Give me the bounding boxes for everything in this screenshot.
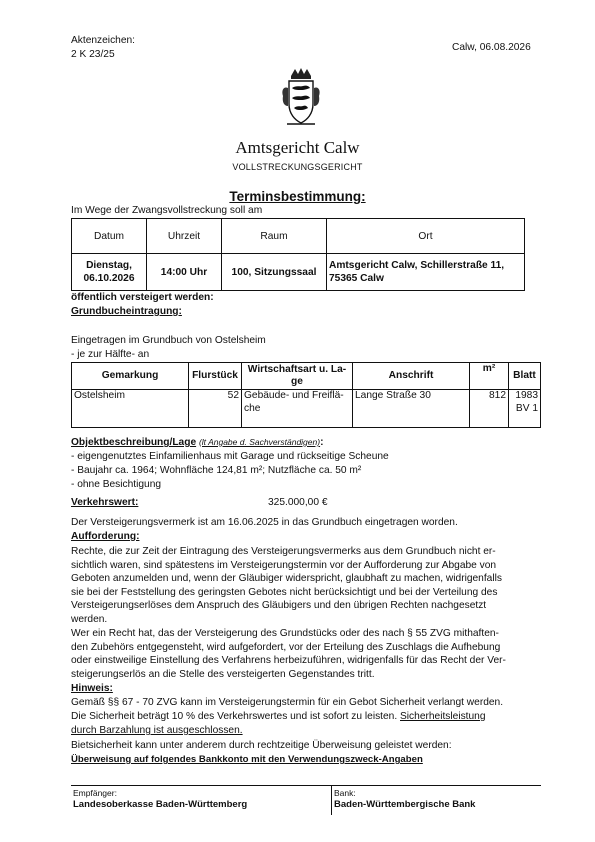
coat-of-arms-logo bbox=[279, 66, 323, 128]
aufforderung-heading: Aufforderung: bbox=[71, 531, 140, 542]
ort-line-1: Amtsgericht Calw, Schillerstraße 11, bbox=[329, 260, 505, 271]
header-wirtschaftsart bbox=[242, 363, 353, 390]
grundbuch-heading: Grundbucheintragung: bbox=[71, 306, 182, 317]
place-date: Calw, 06.08.2026 bbox=[452, 42, 531, 53]
wirtschaftsart-line-2: che bbox=[244, 402, 261, 414]
objekt-heading-text: Objektbeschreibung/Lage bbox=[71, 437, 197, 448]
datum-weekday: Dienstag, bbox=[86, 260, 132, 271]
aufforderung-line: sie bei der Feststellung des geringsten Gebotes nicht berücksichtigt und bei der Verteilung des bbox=[71, 586, 498, 598]
objekt-heading-colon: : bbox=[320, 437, 324, 448]
aufforderung-line: sichtlich waren, sind spätestens im Versteigerungstermin vor der Aufforderung zur Abgabe von bbox=[71, 559, 497, 571]
cell-ort bbox=[327, 254, 525, 291]
bank-value: Baden-Württembergische Bank bbox=[334, 799, 476, 810]
bank-table-top-border bbox=[71, 785, 541, 786]
ort-line-2: 75365 Calw bbox=[329, 273, 384, 284]
hinweis-line-5: Überweisung auf folgendes Bankkonto mit den Verwendungszweck-Angaben bbox=[71, 754, 423, 765]
hinweis-line-2-text: Die Sicherheit beträgt 10 % des Verkehrswertes und ist sofort zu leisten. bbox=[71, 711, 400, 722]
header-anschrift: Anschrift bbox=[353, 363, 470, 390]
vermerk-text: Der Versteigerungsvermerk ist am 16.06.2025 in das Grundbuch eingetragen worden. bbox=[71, 517, 458, 528]
aufforderung-line: den Zubehörs entgegensteht, wird aufgefordert, vor der Erteilung des Zuschlags die Aufhebung bbox=[71, 641, 501, 653]
objekt-heading bbox=[71, 437, 323, 448]
aufforderung-line: Rechte, die zur Zeit der Eintragung des Versteigerungsvermerks aus dem Grundbuch nicht er- bbox=[71, 546, 496, 557]
hinweis-line-4: Bietsicherheit kann unter anderem durch rechtzeitige Überweisung geleistet werden: bbox=[71, 740, 452, 751]
cell-uhrzeit: 14:00 Uhr bbox=[147, 254, 222, 291]
objekt-item-3: - ohne Besichtigung bbox=[71, 479, 162, 490]
header-flurstueck: Flurstück bbox=[189, 363, 242, 390]
aufforderung-line: steigerungserlös an die Stelle des versteigerten Gegenstandes tritt. bbox=[71, 668, 375, 680]
objekt-item-2: - Baujahr ca. 1964; Wohnfläche 124,81 m²; Nutzfläche ca. 50 m² bbox=[71, 465, 362, 476]
datum-date: 06.10.2026 bbox=[83, 273, 135, 284]
parcel-table bbox=[71, 362, 541, 428]
intro-text: Im Wege der Zwangsvollstreckung soll am bbox=[71, 205, 263, 216]
blatt-number: 1983 bbox=[515, 390, 538, 401]
grundbuch-line-1: Eingetragen im Grundbuch von Ostelsheim bbox=[71, 335, 266, 346]
verkehrswert-label: Verkehrswert: bbox=[71, 497, 139, 508]
aufforderung-paragraph-2 bbox=[71, 627, 506, 681]
hinweis-line-1: Gemäß §§ 67 - 70 ZVG kann im Versteigerungstermin für ein Gebot Sicherheit verlangt werden. bbox=[71, 697, 504, 708]
row-flurstueck: 52 bbox=[189, 390, 242, 428]
header-raum: Raum bbox=[222, 219, 327, 254]
hinweis-heading: Hinweis: bbox=[71, 683, 113, 694]
aktenzeichen-value: 2 K 23/25 bbox=[71, 49, 115, 60]
aufforderung-line: oder einstweilige Einstellung des Verfahrens herbeizuführen, widrigenfalls für das Recht der Ver- bbox=[71, 655, 506, 667]
wirtschaftsart-line-1: Gebäude- und Freiflä- bbox=[244, 390, 344, 401]
header-blatt: Blatt bbox=[509, 363, 541, 390]
empfaenger-value: Landesoberkasse Baden-Württemberg bbox=[73, 799, 248, 810]
header-datum: Datum bbox=[72, 219, 147, 254]
row-blatt bbox=[509, 390, 541, 428]
bank-table-divider bbox=[331, 785, 332, 815]
hinweis-line-2 bbox=[71, 711, 486, 722]
aufforderung-line: Wer ein Recht hat, das der Versteigerung des Grundstücks oder des nach § 55 ZVG mithaften- bbox=[71, 628, 499, 639]
header-uhrzeit: Uhrzeit bbox=[147, 219, 222, 254]
objekt-item-1: - eigengenutztes Einfamilienhaus mit Garage und rückseitige Scheune bbox=[71, 451, 389, 462]
objekt-heading-note: (lt Angabe d. Sachverständigen) bbox=[198, 437, 321, 447]
verkehrswert-value: 325.000,00 € bbox=[268, 497, 328, 508]
hinweis-line-2-underlined: Sicherheitsleistung bbox=[400, 711, 486, 722]
wirtschaftsart-header-line-1: Wirtschaftsart u. La- bbox=[247, 363, 347, 375]
court-name: Amtsgericht Calw bbox=[235, 138, 360, 157]
aufforderung-line: Geboten anzumelden und, wenn der Gläubiger widerspricht, glaubhaft zu machen, widrigenfalls bbox=[71, 573, 502, 585]
bank-label: Bank: bbox=[334, 788, 356, 798]
aufforderung-line: Versteigerungserlöses dem Anspruch des Gläubigers und den übrigen Rechten nachgesetzt bbox=[71, 600, 487, 612]
cell-raum: 100, Sitzungssaal bbox=[222, 254, 327, 291]
empfaenger-label: Empfänger: bbox=[73, 788, 117, 798]
grundbuch-line-2: - je zur Hälfte- an bbox=[71, 349, 150, 360]
wirtschaftsart-header-line-2: ge bbox=[291, 376, 303, 387]
row-anschrift: Lange Straße 30 bbox=[353, 390, 470, 428]
row-gemarkung: Ostelsheim bbox=[72, 390, 189, 428]
row-m2: 812 bbox=[470, 390, 509, 428]
document-title: Terminsbestimmung: bbox=[229, 189, 366, 204]
row-wirtschaftsart bbox=[242, 390, 353, 428]
header-m2: m² bbox=[470, 363, 509, 390]
aktenzeichen-label: Aktenzeichen: bbox=[71, 35, 135, 46]
versteigert-text: öffentlich versteigert werden: bbox=[71, 292, 214, 303]
header-gemarkung: Gemarkung bbox=[72, 363, 189, 390]
cell-datum bbox=[72, 254, 147, 291]
blatt-bv: BV 1 bbox=[515, 402, 538, 414]
termin-table bbox=[71, 218, 525, 291]
hinweis-line-3: durch Barzahlung ist ausgeschlossen. bbox=[71, 725, 243, 736]
court-department: VOLLSTRECKUNGSGERICHT bbox=[232, 162, 363, 172]
aufforderung-paragraph-1 bbox=[71, 545, 502, 627]
aufforderung-line: werden. bbox=[71, 613, 108, 625]
header-ort: Ort bbox=[327, 219, 525, 254]
